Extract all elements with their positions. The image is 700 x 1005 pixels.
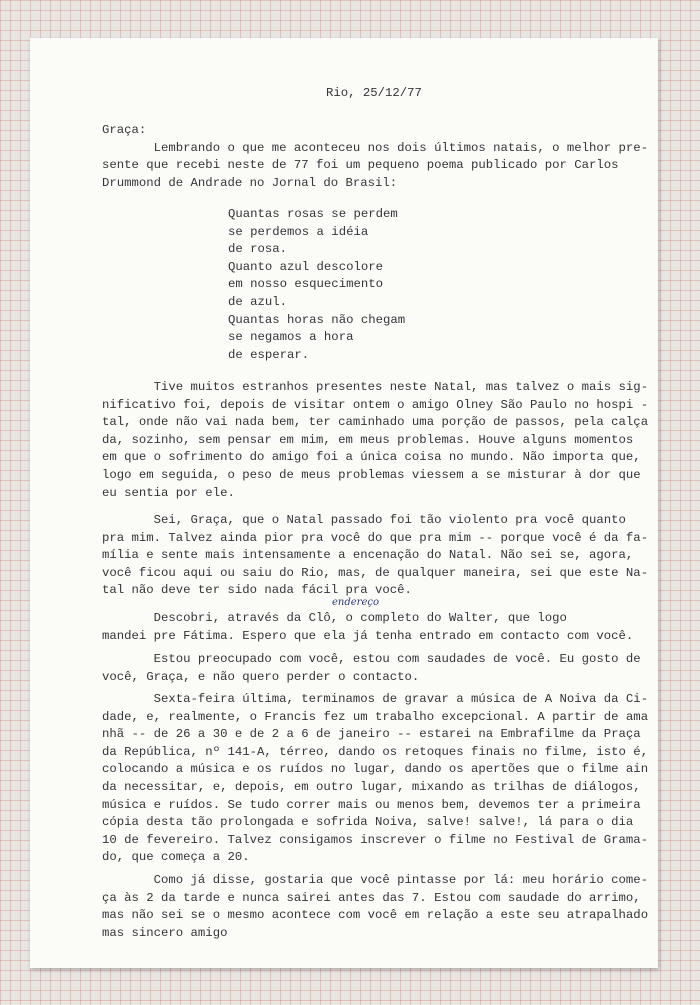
- text-line: Como já disse, gostaria que você pintasse por lá: meu horário come-: [102, 873, 649, 887]
- text-line: da, sozinho, sem pensar em mim, em meus problemas. Houve alguns momentos: [102, 432, 634, 447]
- text-line: mília e sente mais intensamente a encenação do Natal. Não sei se, agora,: [102, 548, 634, 563]
- poem-line: em nosso esquecimento: [228, 277, 383, 292]
- paragraph-endereco: [102, 610, 642, 645]
- text-line: mandei pre Fátima. Espero que ela já tenha entrado em contacto com você.: [102, 628, 634, 643]
- text-line: você ficou aqui ou saiu do Rio, mas, de qualquer maneira, sei que este Na-: [102, 565, 649, 580]
- text-line: ça às 2 da tarde e nunca sairei antes das 7. Estou com saudade do arrimo,: [102, 890, 641, 905]
- poem-line: de azul.: [228, 294, 288, 309]
- poem-block: [228, 206, 405, 364]
- poem-line: de rosa.: [228, 242, 288, 257]
- handwritten-correction: endereço: [332, 597, 379, 608]
- text-line: mas sincero amigo: [102, 925, 228, 940]
- text-line: sente que recebi neste de 77 foi um pequeno poema publicado por Carlos: [102, 158, 619, 173]
- salutation: Graça:: [102, 123, 147, 137]
- text-line: Tive muitos estranhos presentes neste Natal, mas talvez o mais sig-: [102, 380, 649, 394]
- letter-date: Rio, 25/12/77: [326, 86, 422, 100]
- paragraph-graca: [102, 512, 649, 600]
- paragraph-opening: [102, 122, 649, 192]
- text-line: Sei, Graça, que o Natal passado foi tão violento pra você quanto: [102, 513, 626, 527]
- text-line: Drummond de Andrade no Jornal do Brasil:: [102, 175, 398, 190]
- text-line: [102, 610, 642, 628]
- paragraph-saudades: [102, 651, 642, 686]
- poem-line: Quantas rosas se perdem: [228, 207, 398, 221]
- text-line: Lembrando o que me aconteceu nos dois últimos natais, o melhor pre-: [102, 140, 649, 155]
- text-line: Estou preocupado com você, estou com saudades de você. Eu gosto de: [102, 652, 641, 666]
- text-line: Sexta-feira última, terminamos de gravar a música de A Noiva da Ci-: [102, 692, 649, 706]
- text-line: da necessitar, e, depois, em outro lugar, mixando as trilhas de diálogos,: [102, 779, 641, 794]
- poem-line: Quantas horas não chegam: [228, 312, 406, 327]
- text-line: nhã -- de 26 a 30 e de 2 a 6 de janeiro -- estarei na Embrafilme da Praça: [102, 727, 641, 742]
- paragraph-filme: [102, 691, 649, 867]
- poem-line: se perdemos a idéia: [228, 224, 369, 239]
- paragraph-natal: [102, 379, 649, 502]
- text-line: tal não deve ter sido nada fácil pra você.: [102, 583, 412, 598]
- text-line: dade, e, realmente, o Francis fez um trabalho excepcional. A partir de ama: [102, 709, 649, 724]
- text-line: pra mim. Talvez ainda pior pra você do que pra mim -- porque você é da fa-: [102, 530, 649, 545]
- poem-line: se negamos a hora: [228, 330, 354, 345]
- paragraph-closing: [102, 872, 649, 942]
- text-line: música e ruídos. Se tudo correr mais ou menos bem, devemos ter a primeira: [102, 797, 641, 812]
- text-line: eu sentia por ele.: [102, 485, 235, 500]
- text-line: em que o sofrimento do amigo foi a única coisa no mundo. Não importa que,: [102, 450, 641, 465]
- text-fragment: Descobri, através da Clô, o: [102, 611, 361, 625]
- poem-line: de esperar.: [228, 347, 310, 362]
- text-line: tal, onde não vai nada bem, ter caminhado uma porção de passos, pela calça: [102, 415, 649, 430]
- text-line: você, Graça, e não quero perder o contacto.: [102, 669, 420, 684]
- text-line: logo em seguida, o peso de meus problemas viessem a se misturar à dor que: [102, 467, 641, 482]
- text-line: do, que começa a 20.: [102, 850, 250, 865]
- text-line: da República, nº 141-A, térreo, dando os retoques finais no filme, isto é,: [102, 744, 649, 759]
- text-fragment: completo do Walter, que logo: [360, 611, 567, 625]
- text-line: mas não sei se o mesmo acontece com você em relação a este seu atrapalhado: [102, 908, 649, 923]
- text-line: 10 de fevereiro. Talvez consigamos inscrever o filme no Festival de Grama-: [102, 832, 649, 847]
- text-line: nificativo foi, depois de visitar ontem o amigo Olney São Paulo no hospi -: [102, 397, 649, 412]
- text-line: cópia desta tão prolongada e sofrida Noiva, salve! salve!, lá para o dia: [102, 815, 634, 830]
- text-line: colocando a música e os ruídos no lugar, dando os apertões que o filme ain: [102, 762, 649, 777]
- poem-line: Quanto azul descolore: [228, 259, 383, 274]
